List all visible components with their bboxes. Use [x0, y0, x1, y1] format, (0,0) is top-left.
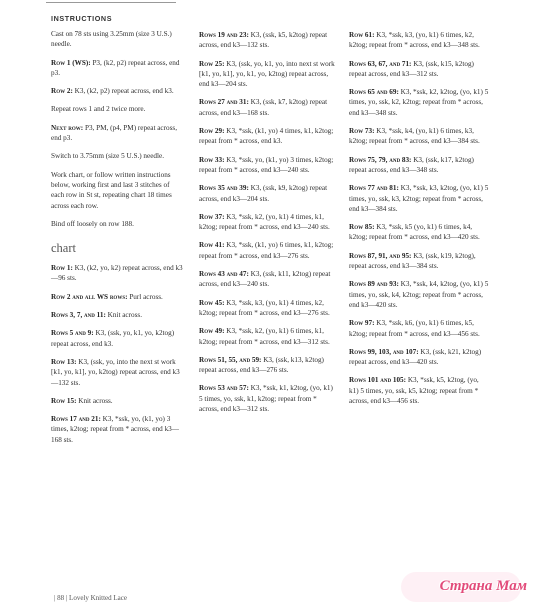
instruction-paragraph	[51, 414, 183, 445]
row-label: Rows 101 and 105:	[349, 376, 407, 385]
instruction-paragraph	[51, 58, 183, 79]
instruction-paragraph	[51, 104, 183, 114]
instruction-paragraph	[51, 310, 183, 320]
instruction-paragraph	[199, 212, 337, 233]
instruction-paragraph	[199, 326, 337, 347]
row-label: Next row:	[51, 123, 84, 132]
page-footer: | 88 | Lovely Knitted Lace	[54, 594, 127, 602]
instruction-paragraph	[51, 263, 183, 284]
instruction-paragraph	[51, 86, 183, 96]
row-text: K3, (k2, yo, k2) repeat across, end k3—96 sts.	[51, 264, 183, 283]
row-label: Row 73:	[349, 127, 375, 136]
row-label: Rows 75, 79, and 83:	[349, 155, 412, 164]
row-label: Row 15:	[51, 396, 77, 405]
instruction-paragraph	[349, 222, 489, 243]
top-rule	[46, 2, 176, 3]
row-label: Row 2 and all WS rows:	[51, 292, 128, 301]
chart-subheading: chart	[51, 241, 76, 256]
instruction-paragraph	[199, 383, 337, 414]
row-text: K3, (ssk, k13, k2tog) repeat across, end k3—276 sts.	[199, 355, 324, 375]
row-label: Rows 35 and 39:	[199, 184, 249, 193]
instruction-paragraph	[51, 123, 183, 144]
row-label: Row 41:	[199, 241, 225, 250]
row-label: Rows 17 and 21:	[51, 415, 101, 424]
row-text: P3, PM, (p4, PM) repeat across, end p3.	[51, 123, 177, 143]
instruction-paragraph	[199, 97, 337, 118]
row-text: K3, *ssk, k2, (yo, k1) 6 times, k1, k2tog; repeat from * across, end k3—312 sts.	[199, 327, 330, 346]
instruction-paragraph	[51, 396, 183, 406]
row-label: Row 61:	[349, 31, 375, 39]
row-label: Row 85:	[349, 223, 375, 232]
row-label: Rows 65 and 69:	[349, 88, 399, 97]
row-label: Row 1:	[51, 264, 73, 273]
row-label: Row 25:	[199, 59, 225, 68]
instruction-paragraph	[199, 30, 337, 51]
instruction-paragraph	[199, 59, 337, 90]
instruction-paragraph	[349, 347, 489, 368]
column-3	[349, 30, 489, 414]
chart-rows-block	[51, 263, 183, 445]
instruction-paragraph	[349, 87, 489, 118]
instruction-paragraph	[349, 318, 489, 339]
row-text: K3, *ssk, k4, (yo, k1) 6 times, k3, k2tog; repeat from * across, end k3—384 sts.	[349, 127, 480, 146]
row-text: Switch to 3.75mm (size 5 U.S.) needle.	[51, 152, 164, 161]
row-text: Work chart, or follow written instructions below, working first and last 3 stitches of each row in St st, repeating chart 18 times across each row.	[51, 170, 172, 210]
row-label: Rows 77 and 81:	[349, 184, 399, 193]
instruction-paragraph	[349, 59, 489, 80]
row-label: Row 49:	[199, 327, 225, 336]
instruction-paragraph	[51, 357, 183, 388]
row-label: Row 29:	[199, 127, 225, 136]
instruction-paragraph	[349, 279, 489, 310]
row-text: Bind off loosely on row 188.	[51, 219, 134, 228]
instruction-paragraph	[51, 29, 183, 50]
watermark-logo: Страна Мам	[439, 578, 527, 594]
instruction-paragraph	[199, 240, 337, 261]
row-text: K3, (ssk, yo, k1, yo, into next st work [k1, yo, k1], yo, k1, yo, k2tog) repeat across, end k3—204 sts.	[199, 59, 335, 89]
row-text: K3, *ssk, k1, k2tog, (yo, k1) 5 times, yo, ssk, k1, k2tog; repeat from * across, end k3—312 sts.	[199, 384, 333, 414]
row-label: Row 1 (WS):	[51, 58, 91, 67]
row-text: K3, *ssk, k3, (yo, k1) 4 times, k2, k2tog; repeat from * across, end k3—276 sts.	[199, 298, 330, 317]
row-text: K3, *ssk, k2, (yo, k1) 4 times, k1, k2tog; repeat from * across, end k3—240 sts.	[199, 212, 330, 232]
row-text: K3, *ssk, k5, k2tog, (yo, k1) 5 times, yo, ssk, k5, k2tog; repeat from * across, end k3—456 sts.	[349, 376, 479, 406]
instruction-paragraph	[51, 151, 183, 161]
row-text: K3, *ssk, (k1, yo) 6 times, k1, k2tog; repeat from * across, end k3—276 sts.	[199, 241, 334, 260]
row-text: K3, *ssk, k4, k2tog, (yo, k1) 5 times, yo, ssk, k4, k2tog; repeat from * across, end k3—420 sts.	[349, 280, 489, 309]
instruction-paragraph	[199, 183, 337, 204]
instruction-paragraph	[349, 126, 489, 147]
row-text: Purl across.	[127, 292, 163, 301]
instruction-paragraph	[51, 170, 183, 211]
instruction-paragraph	[349, 183, 489, 214]
section-heading: INSTRUCTIONS	[51, 14, 113, 23]
row-text: K3, (ssk, k21, k2tog) repeat across, end k3—420 sts.	[349, 347, 482, 367]
row-text: K3, (k2, p2) repeat across, end k3.	[72, 87, 174, 96]
row-label: Rows 19 and 23:	[199, 31, 249, 39]
instruction-paragraph	[51, 219, 183, 229]
instruction-paragraph	[349, 30, 489, 51]
row-label: Rows 5 and 9:	[51, 329, 94, 338]
row-label: Rows 89 and 93:	[349, 280, 399, 289]
row-text: Cast on 78 sts using 3.25mm (size 3 U.S.) needle.	[51, 30, 172, 49]
row-text: K3, (ssk, k17, k2tog) repeat across, end k3—348 sts.	[349, 155, 474, 174]
instruction-paragraph	[199, 126, 337, 147]
chart-rows-block	[199, 30, 337, 414]
row-label: Row 13:	[51, 357, 77, 366]
row-label: Row 33:	[199, 155, 225, 164]
row-text: K3, (ssk, k5, k2tog) repeat across, end k3—132 sts.	[199, 31, 328, 50]
chart-rows-block	[349, 30, 489, 406]
row-label: Rows 43 and 47:	[199, 270, 249, 279]
row-text: K3, *ssk, (k1, yo) 4 times, k1, k2tog; repeat from * across, end k3.	[199, 127, 334, 146]
row-label: Rows 3, 7, and 11:	[51, 311, 106, 320]
row-text: K3, (ssk, yo, k1, yo, k2tog) repeat across, end k3.	[51, 329, 175, 348]
row-text: K3, *ssk, k6, (yo, k1) 6 times, k5, k2tog; repeat from * across, end k3—456 sts.	[349, 319, 480, 338]
instruction-paragraph	[51, 328, 183, 349]
row-text: K3, (ssk, k9, k2tog) repeat across, end k3—204 sts.	[199, 184, 328, 203]
row-text: K3, (ssk, k7, k2tog) repeat across, end k3—168 sts.	[199, 98, 328, 117]
instructions-block	[51, 29, 183, 229]
row-text: K3, (ssk, yo, into the next st work [k1, yo, k1], yo, k2tog) repeat across, end k3—132 sts.	[51, 357, 180, 387]
row-text: K3, (ssk, k15, k2tog) repeat across, end k3—312 sts.	[349, 59, 474, 78]
row-label: Row 2:	[51, 87, 73, 96]
instruction-paragraph	[349, 155, 489, 176]
instruction-paragraph	[199, 355, 337, 376]
row-label: Row 37:	[199, 212, 225, 221]
column-2	[199, 30, 337, 422]
instruction-paragraph	[199, 298, 337, 319]
row-text: Knit across.	[76, 396, 113, 405]
row-label: Row 45:	[199, 298, 225, 307]
row-text: Repeat rows 1 and 2 twice more.	[51, 105, 146, 114]
row-label: Rows 87, 91, and 95:	[349, 251, 412, 260]
instruction-paragraph	[51, 292, 183, 302]
row-label: Rows 27 and 31:	[199, 98, 249, 107]
row-label: Rows 63, 67, and 71:	[349, 59, 412, 68]
column-1	[51, 14, 183, 453]
row-text: Knit across.	[105, 311, 142, 320]
row-label: Rows 51, 55, and 59:	[199, 355, 262, 364]
row-text: P3, (k2, p2) repeat across, end p3.	[51, 58, 180, 77]
row-text: K3, (ssk, k11, k2tog) repeat across, end k3—240 sts.	[199, 270, 331, 289]
row-text: K3, *ssk, yo, (k1, yo) 3 times, k2tog; repeat from * across, end k3—240 sts.	[199, 155, 334, 174]
row-text: K3, (ssk, k19, k2tog), repeat across, end k3—384 sts.	[349, 251, 476, 271]
row-label: Rows 99, 103, and 107:	[349, 347, 419, 356]
row-text: K3, *ssk, k3, (yo, k1) 6 times, k2, k2tog; repeat from * across, end k3—348 sts.	[349, 31, 480, 50]
instruction-paragraph	[349, 251, 489, 272]
row-text: K3, *ssk, k2, k2tog, (yo, k1) 5 times, yo, ssk, k2, k2tog; repeat from * across, end k3—348 sts.	[349, 88, 489, 117]
row-text: K3, *ssk, yo, (k1, yo) 3 times, k2tog; repeat from * across, end k3—168 sts.	[51, 415, 179, 444]
instruction-paragraph	[199, 155, 337, 176]
instruction-paragraph	[349, 375, 489, 406]
instruction-paragraph	[199, 269, 337, 290]
row-text: K3, *ssk, k3, k2tog, (yo, k1) 5 times, yo, ssk, k3, k2tog; repeat from * across, end k3—384 sts.	[349, 184, 489, 213]
row-text: K3, *ssk, k5 (yo, k1) 6 times, k4, k2tog; repeat from * across, end k3—420 sts.	[349, 223, 480, 242]
row-label: Row 97:	[349, 319, 375, 328]
row-label: Rows 53 and 57:	[199, 384, 249, 393]
